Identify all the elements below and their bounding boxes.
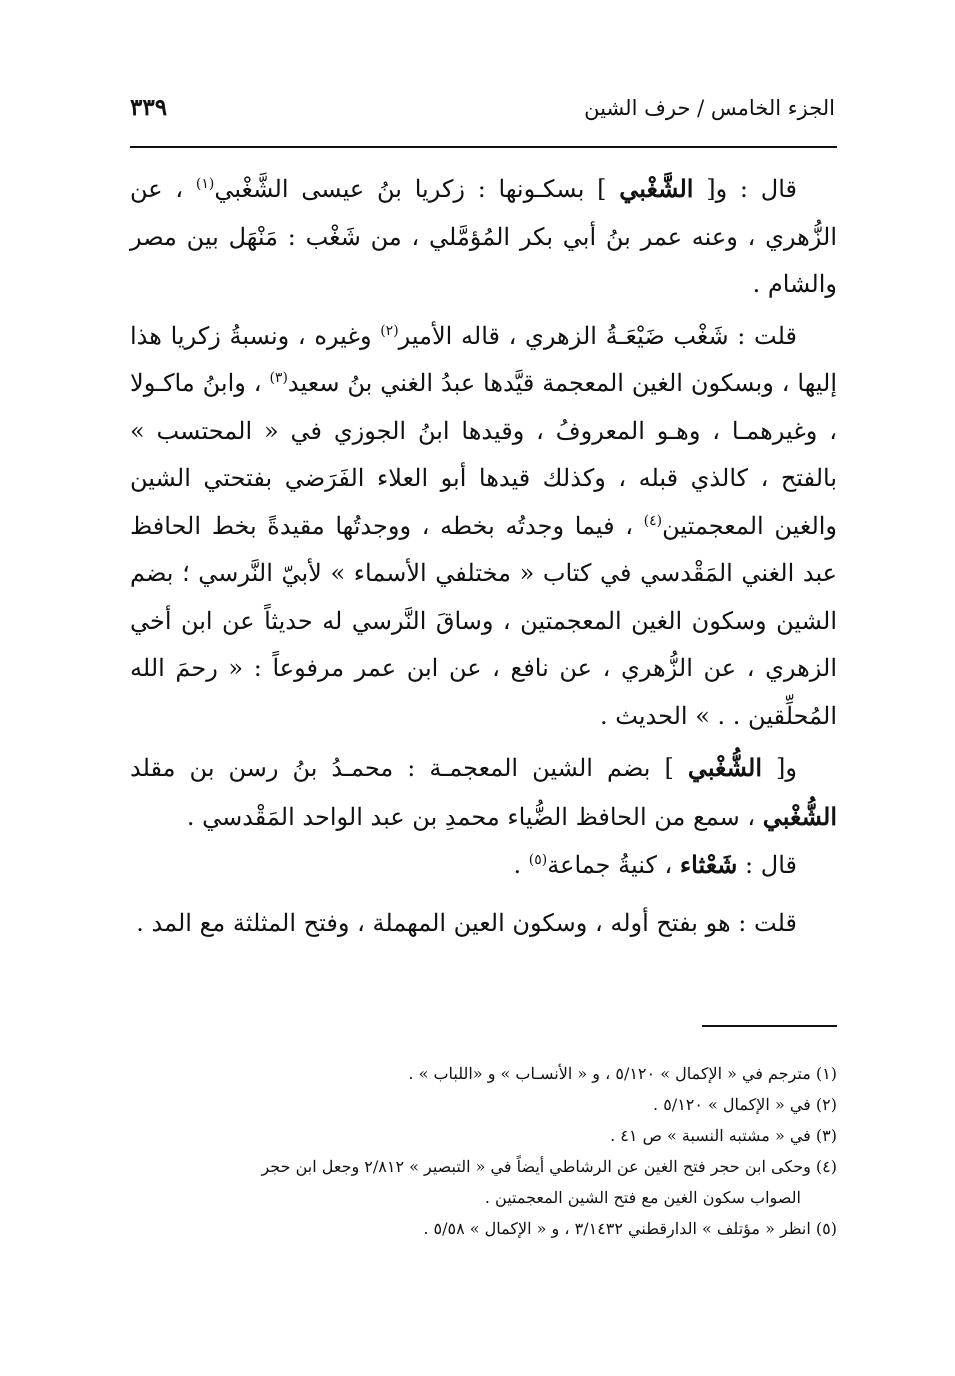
footnote-text: في « مشتبه النسبة » ص ٤١ . — [610, 1126, 811, 1145]
footnote-number: (٢) — [815, 1095, 837, 1114]
footnote-ref: (٤) — [643, 512, 663, 529]
footnote — [130, 1120, 837, 1151]
footnote-text-continued: الصواب سكون الغين مع فتح الشين المعجمتين . — [484, 1188, 801, 1207]
footnote-number: (٣) — [815, 1126, 837, 1145]
footnote-ref: (١) — [195, 176, 215, 192]
page-number: ٣٣٩ — [130, 94, 168, 121]
entry-term: الشَّغْبي — [619, 174, 694, 203]
footnote — [130, 1058, 837, 1089]
paragraph-4: قال : شَعْثاء ، كنيةُ جماعة$^{(٥)}$ . — [513, 850, 797, 879]
footnote-number: (٥) — [815, 1219, 837, 1238]
footnote-ref: (٣) — [269, 370, 288, 386]
page-header — [130, 92, 835, 132]
paragraph-5: قلت : هو بفتح أوله ، وسكون العين المهملة ، وفتح المثلثة مع المد . — [136, 908, 797, 937]
running-title: الجزء الخامس / حرف الشين — [584, 96, 835, 120]
footnote-number: (١) — [815, 1064, 837, 1083]
footnote-text: مترجم في « الإكمال » ٥/١٢٠ ، و « الأنسـاب » و «اللباب » . — [408, 1064, 811, 1083]
footnotes — [130, 1058, 837, 1244]
paragraph-1: قال : و[ الشَّغْبي ] بسكـونها : زكريا بنُ عيسى الشَّغْبي$^{(١)}$ ، عن الزُّهري ، وعنه عمر بنُ أبي بكر المُؤمَّلي ، من شَغْب : مَنْهَل بين مصر والشام . — [130, 174, 837, 298]
footnote-ref: (٢) — [380, 322, 399, 339]
main-text — [130, 165, 837, 947]
footnote-text: وحكى ابن حجر فتح الغين عن الرشاطي أيضاً في « التبصير » ٢/٨١٢ وجعل ابن حجر — [261, 1157, 811, 1176]
footnote-rule — [702, 1025, 837, 1027]
footnote-ref: (٥) — [528, 852, 548, 868]
footnote-text: في « الإكمال » ٥/١٢٠ . — [653, 1095, 811, 1114]
footnote — [130, 1089, 837, 1120]
entry-term: الشُّغْبي — [687, 753, 763, 782]
footnote-number: (٤) — [815, 1157, 837, 1176]
footnote-text: انظر « مؤتلف » الدارقطني ٣/١٤٣٢ ، و « الإكمال » ٥/٥٨ . — [423, 1219, 811, 1238]
footnote — [130, 1213, 837, 1244]
paragraph-2: قلت : شَغْب ضَيْعَـةُ الزهري ، قاله الأمير$^{(٢)}$ وغيره ، ونسبةُ زكريا هذا إليها ، وبسكون الغين المعجمة قيَّدها عبدُ الغني بنُ سعيد$^{(٣)}$ ، وابنُ ماكـولا ، وغيرهمـا ، وهـو المعروفُ ، وقيدها ابنُ الجوزي في « المحتسب » بالفتح ، كالذي قبله ، وكذلك قيدها أبو العلاء الفَرَضي بفتحتي الشين والغين المعجمتين$^{(٤)}$ ، فيما وجدتُه بخطه ، ووجدتُها مقيدةً بخط الحافظ عبد الغني المَقْدسي في كتاب « مختلفي الأسماء » لأبيّ النَّرسي ؛ بضم الشين وسكون الغين المعجمتين ، وساقَ النَّرسي له حديثاً عن ابن أخي الزهري ، عن الزُّهري ، عن نافع ، عن ابن عمر مرفوعاً : « رحمَ الله المُحلِّقين . . » الحديث . — [130, 321, 838, 730]
entry-term: الشُّغْبي — [762, 801, 837, 831]
footnote — [130, 1151, 837, 1213]
header-rule — [130, 146, 837, 148]
entry-term: شَعْثاء — [679, 850, 738, 879]
paragraph-3: و[ الشُّغْبي ] بضم الشين المعجمـة : محمـدُ بنُ رسن بن مقلد الشُّغْبي ، سمع من الحافظ الضُّياء محمدِ بن عبد الواحد المَقْدسي . — [130, 753, 837, 831]
